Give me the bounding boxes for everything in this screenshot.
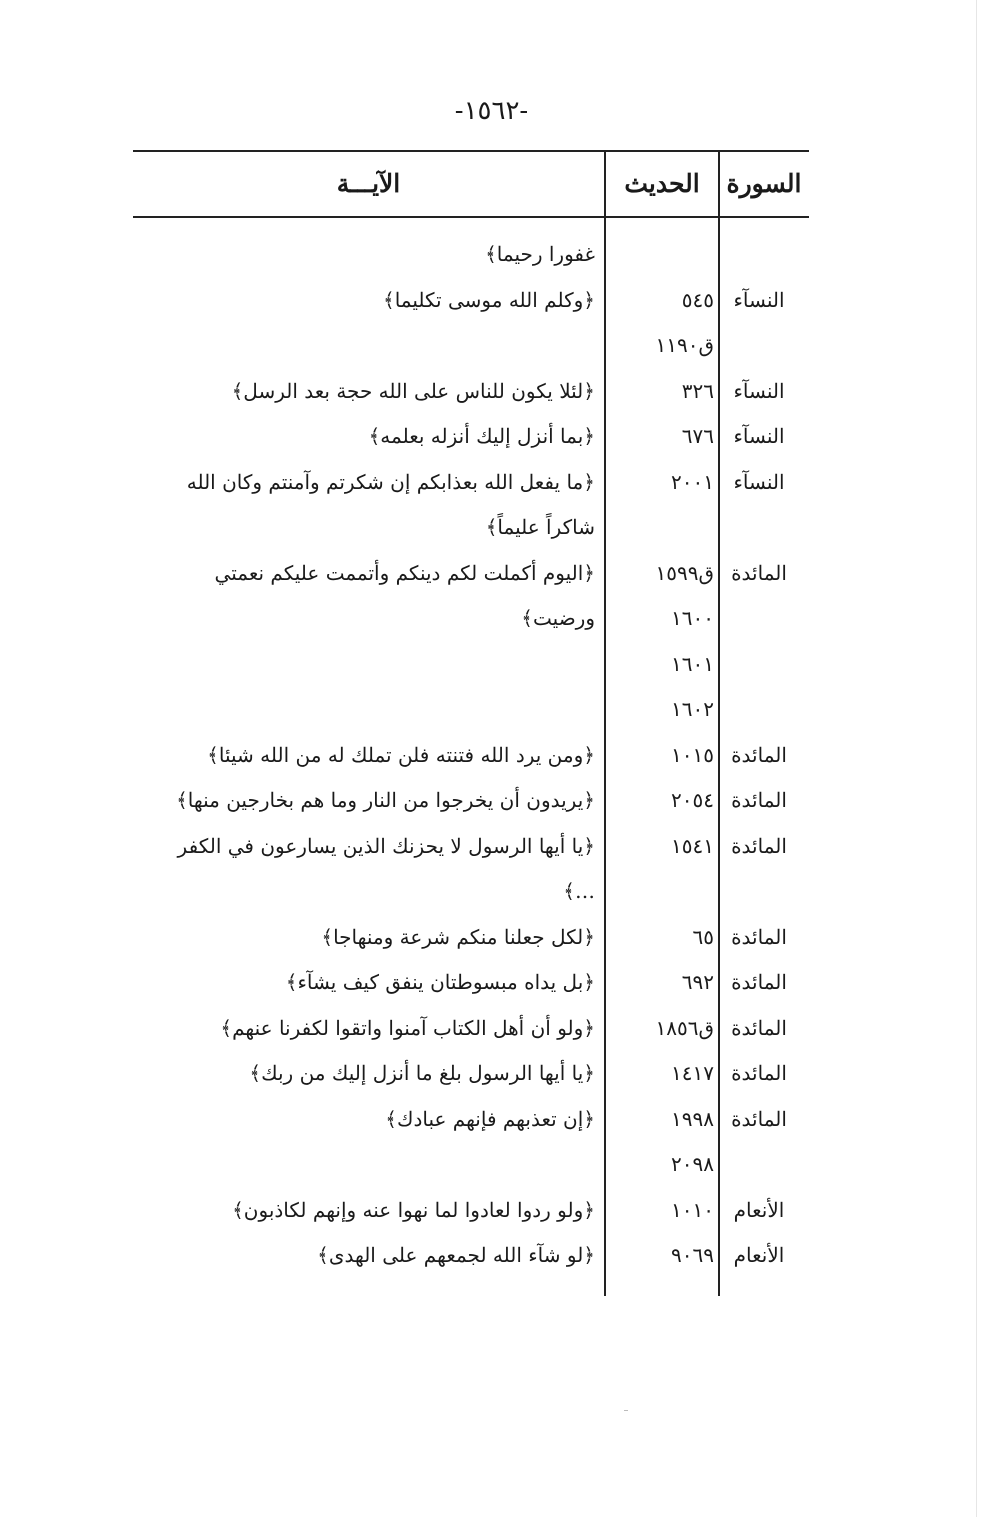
ayah-text-cell: ﴿لكل جعلنا منكم شرعة ومنهاجا﴾ bbox=[321, 924, 595, 949]
hadith-number-cell: ٢٠٥٤ bbox=[671, 788, 714, 812]
ayah-text-cell: غفورا رحيما﴾ bbox=[485, 242, 595, 266]
ayah-text-cell: …﴾ bbox=[563, 879, 595, 903]
ayah-text-cell: ﴿يريدون أن يخرجوا من النار وما هم بخارجين منها﴾ bbox=[176, 788, 595, 812]
table-row bbox=[133, 460, 809, 506]
table-row bbox=[133, 1006, 809, 1052]
surah-cell bbox=[720, 232, 798, 278]
hadith-number-cell: ١٠١٥ bbox=[671, 742, 714, 767]
hadith-number-cell: ١٠١٠ bbox=[671, 1197, 714, 1222]
ayah-text-cell: ﴿بما أنزل إليك أنزله بعلمه﴾ bbox=[368, 424, 595, 448]
table-row bbox=[133, 1233, 809, 1279]
surah-cell bbox=[720, 323, 798, 369]
hadith-number-cell bbox=[608, 869, 714, 915]
surah-cell bbox=[720, 1142, 798, 1188]
index-table-body bbox=[133, 232, 809, 1279]
surah-cell bbox=[720, 642, 798, 688]
surah-cell: الأنعام bbox=[733, 1197, 785, 1222]
table-row bbox=[133, 1097, 809, 1143]
hadith-number-cell: ١٦٠٠ bbox=[671, 606, 714, 630]
table-row bbox=[133, 733, 809, 779]
hadith-number-cell: ق١٥٩٩ bbox=[655, 560, 714, 585]
page-number: -١٥٦٢- bbox=[454, 96, 529, 126]
hadith-number-cell: ٢٠٠١ bbox=[671, 469, 714, 494]
surah-cell: المائدة bbox=[731, 833, 787, 858]
ayah-text-cell bbox=[133, 1142, 595, 1188]
surah-cell: النسآء bbox=[733, 378, 785, 403]
ayah-text-cell: ﴿بل يداه مبسوطتان ينفق كيف يشآء﴾ bbox=[285, 970, 595, 994]
ayah-text-cell: ﴿ما يفعل الله بعذابكم إن شكرتم وآمنتم وكان الله bbox=[186, 469, 595, 494]
surah-cell: المائدة bbox=[731, 560, 787, 585]
ayah-text-cell: ﴿وكلم الله موسى تكليما﴾ bbox=[382, 287, 595, 312]
hadith-number-cell: ١٦٠١ bbox=[671, 651, 714, 676]
hadith-number-cell: ٣٢٦ bbox=[681, 378, 714, 403]
ayah-text-cell: ﴿ولو ردوا لعادوا لما نهوا عنه وإنهم لكاذبون﴾ bbox=[232, 1197, 595, 1222]
table-row bbox=[133, 824, 809, 870]
ayah-text-cell bbox=[133, 323, 595, 369]
hadith-number-cell: ٦٩٢ bbox=[681, 970, 714, 994]
surah-cell: النسآء bbox=[733, 469, 785, 494]
table-row bbox=[133, 278, 809, 324]
surah-cell: الأنعام bbox=[733, 1243, 785, 1267]
hadith-number-cell bbox=[608, 505, 714, 551]
surah-cell: المائدة bbox=[731, 788, 787, 812]
ayah-text-cell: ﴿لو شآء الله لجمعهم على الهدى﴾ bbox=[317, 1243, 595, 1267]
hadith-number-cell: ١٥٤١ bbox=[671, 833, 714, 858]
surah-cell: المائدة bbox=[731, 1061, 787, 1085]
surah-cell: المائدة bbox=[731, 1015, 787, 1040]
table-row bbox=[133, 642, 809, 688]
hadith-number-cell: ٢٠٩٨ bbox=[671, 1152, 714, 1176]
hadith-number-cell: ٦٧٦ bbox=[681, 424, 714, 448]
hadith-number-cell: ٦٥ bbox=[692, 924, 714, 949]
surah-cell bbox=[720, 596, 798, 642]
ayah-text-cell: ﴿يا أيها الرسول بلغ ما أنزل إليك من ربك﴾ bbox=[249, 1061, 595, 1085]
surah-cell: المائدة bbox=[731, 742, 787, 767]
ayah-text-cell bbox=[133, 687, 595, 733]
table-row bbox=[133, 232, 809, 278]
ayah-text-cell: ﴿يا أيها الرسول لا يحزنك الذين يسارعون في الكفر bbox=[177, 833, 595, 858]
table-row bbox=[133, 1051, 809, 1097]
scan-speck bbox=[624, 1410, 628, 1411]
table-top-rule bbox=[133, 150, 809, 152]
table-row bbox=[133, 414, 809, 460]
surah-cell: المائدة bbox=[731, 970, 787, 994]
ayah-text-cell: ﴿ومن يرد الله فتنته فلن تملك له من الله شيئا﴾ bbox=[207, 742, 595, 767]
table-row bbox=[133, 687, 809, 733]
header-hadith: الحديث bbox=[624, 169, 700, 198]
ayah-text-cell: ورضيت﴾ bbox=[521, 606, 595, 630]
ayah-text-cell: ﴿اليوم أكملت لكم دينكم وأتممت عليكم نعمتي bbox=[214, 560, 595, 585]
surah-cell bbox=[720, 505, 798, 551]
table-row bbox=[133, 505, 809, 551]
hadith-number-cell: ١٩٩٨ bbox=[671, 1106, 714, 1131]
header-ayah: الآيـــة bbox=[336, 169, 401, 198]
table-row bbox=[133, 960, 809, 1006]
scan-edge-line bbox=[976, 0, 977, 1517]
surah-cell bbox=[720, 687, 798, 733]
table-row bbox=[133, 778, 809, 824]
surah-cell: المائدة bbox=[731, 1106, 787, 1131]
surah-cell: المائدة bbox=[731, 924, 787, 949]
table-row bbox=[133, 915, 809, 961]
table-row bbox=[133, 869, 809, 915]
ayah-text-cell: شاكراً عليماً﴾ bbox=[485, 515, 595, 539]
table-row bbox=[133, 369, 809, 415]
header-surah: السورة bbox=[726, 169, 802, 198]
hadith-number-cell: ١٦٠٢ bbox=[671, 697, 714, 721]
table-row bbox=[133, 596, 809, 642]
hadith-number-cell: ١٤١٧ bbox=[671, 1061, 714, 1085]
hadith-number-cell bbox=[608, 232, 714, 278]
table-row bbox=[133, 323, 809, 369]
table-header-rule bbox=[133, 216, 809, 218]
table-row bbox=[133, 1142, 809, 1188]
hadith-number-cell: ق١١٩٠ bbox=[655, 333, 714, 357]
surah-cell: النسآء bbox=[733, 287, 785, 312]
ayah-text-cell: ﴿لئلا يكون للناس على الله حجة بعد الرسل﴾ bbox=[231, 378, 595, 403]
hadith-number-cell: ٥٤٥ bbox=[681, 287, 714, 312]
surah-cell bbox=[720, 869, 798, 915]
hadith-number-cell: ق١٨٥٦ bbox=[655, 1015, 714, 1040]
hadith-number-cell: ٩٠٦٩ bbox=[671, 1243, 714, 1267]
surah-cell: النسآء bbox=[733, 424, 785, 448]
ayah-text-cell: ﴿إن تعذبهم فإنهم عبادك﴾ bbox=[385, 1106, 595, 1131]
ayah-text-cell bbox=[133, 642, 595, 688]
table-row bbox=[133, 1188, 809, 1234]
ayah-text-cell: ﴿ولو أن أهل الكتاب آمنوا واتقوا لكفرنا عنهم﴾ bbox=[220, 1015, 595, 1040]
table-row bbox=[133, 551, 809, 597]
